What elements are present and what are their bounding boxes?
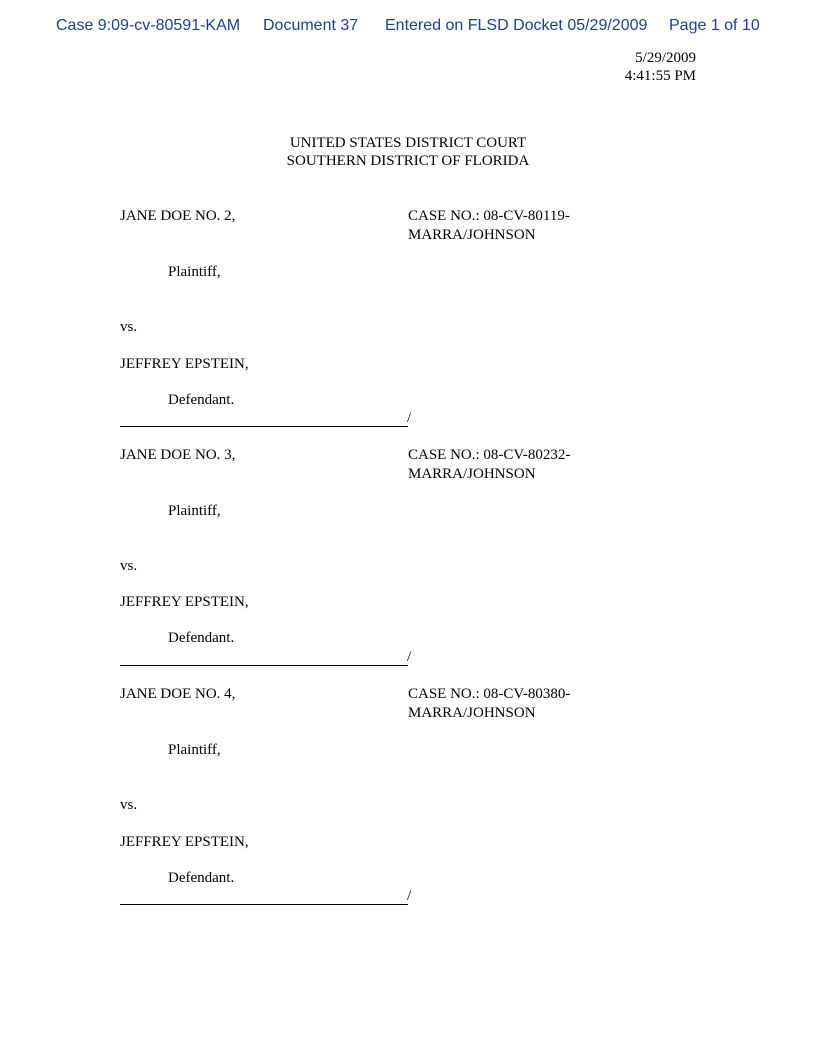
defendant-name: JEFFREY EPSTEIN, [120,356,249,372]
stamp-date: 5/29/2009 [635,50,696,66]
caption-slash: / [407,410,412,426]
caption-slash: / [407,649,412,665]
court-name: UNITED STATES DISTRICT COURT [289,135,527,151]
caption-divider [120,426,408,427]
defendant-label: Defendant. [168,870,235,886]
case-judges: MARRA/JOHNSON [408,705,536,721]
stamp-time: 4:41:55 PM [624,68,696,84]
case-judges: MARRA/JOHNSON [408,466,536,482]
case-number: CASE NO.: 08-CV-80119- [408,208,570,224]
docket-header [0,17,816,39]
header-document-number: Document 37 [263,17,359,34]
caption-slash: / [407,888,412,904]
header-page-number: Page 1 of 10 [669,17,760,34]
caption-divider [120,665,408,666]
case-number: CASE NO.: 08-CV-80232- [408,447,571,463]
header-case-number: Case 9:09-cv-80591-KAM [56,17,241,34]
defendant-label: Defendant. [168,392,235,408]
caption-divider [120,904,408,905]
versus-label: vs. [120,797,138,813]
court-district: SOUTHERN DISTRICT OF FLORIDA [286,153,530,169]
plaintiff-name: JANE DOE NO. 3, [120,447,236,463]
defendant-name: JEFFREY EPSTEIN, [120,834,249,850]
versus-label: vs. [120,558,138,574]
defendant-name: JEFFREY EPSTEIN, [120,594,249,610]
plaintiff-label: Plaintiff, [168,742,221,758]
plaintiff-label: Plaintiff, [168,264,221,280]
case-judges: MARRA/JOHNSON [408,227,536,243]
plaintiff-label: Plaintiff, [168,503,221,519]
versus-label: vs. [120,319,138,335]
case-number: CASE NO.: 08-CV-80380- [408,686,571,702]
plaintiff-name: JANE DOE NO. 4, [120,686,236,702]
defendant-label: Defendant. [168,630,235,646]
plaintiff-name: JANE DOE NO. 2, [120,208,236,224]
header-entered-date: Entered on FLSD Docket 05/29/2009 [385,17,648,34]
